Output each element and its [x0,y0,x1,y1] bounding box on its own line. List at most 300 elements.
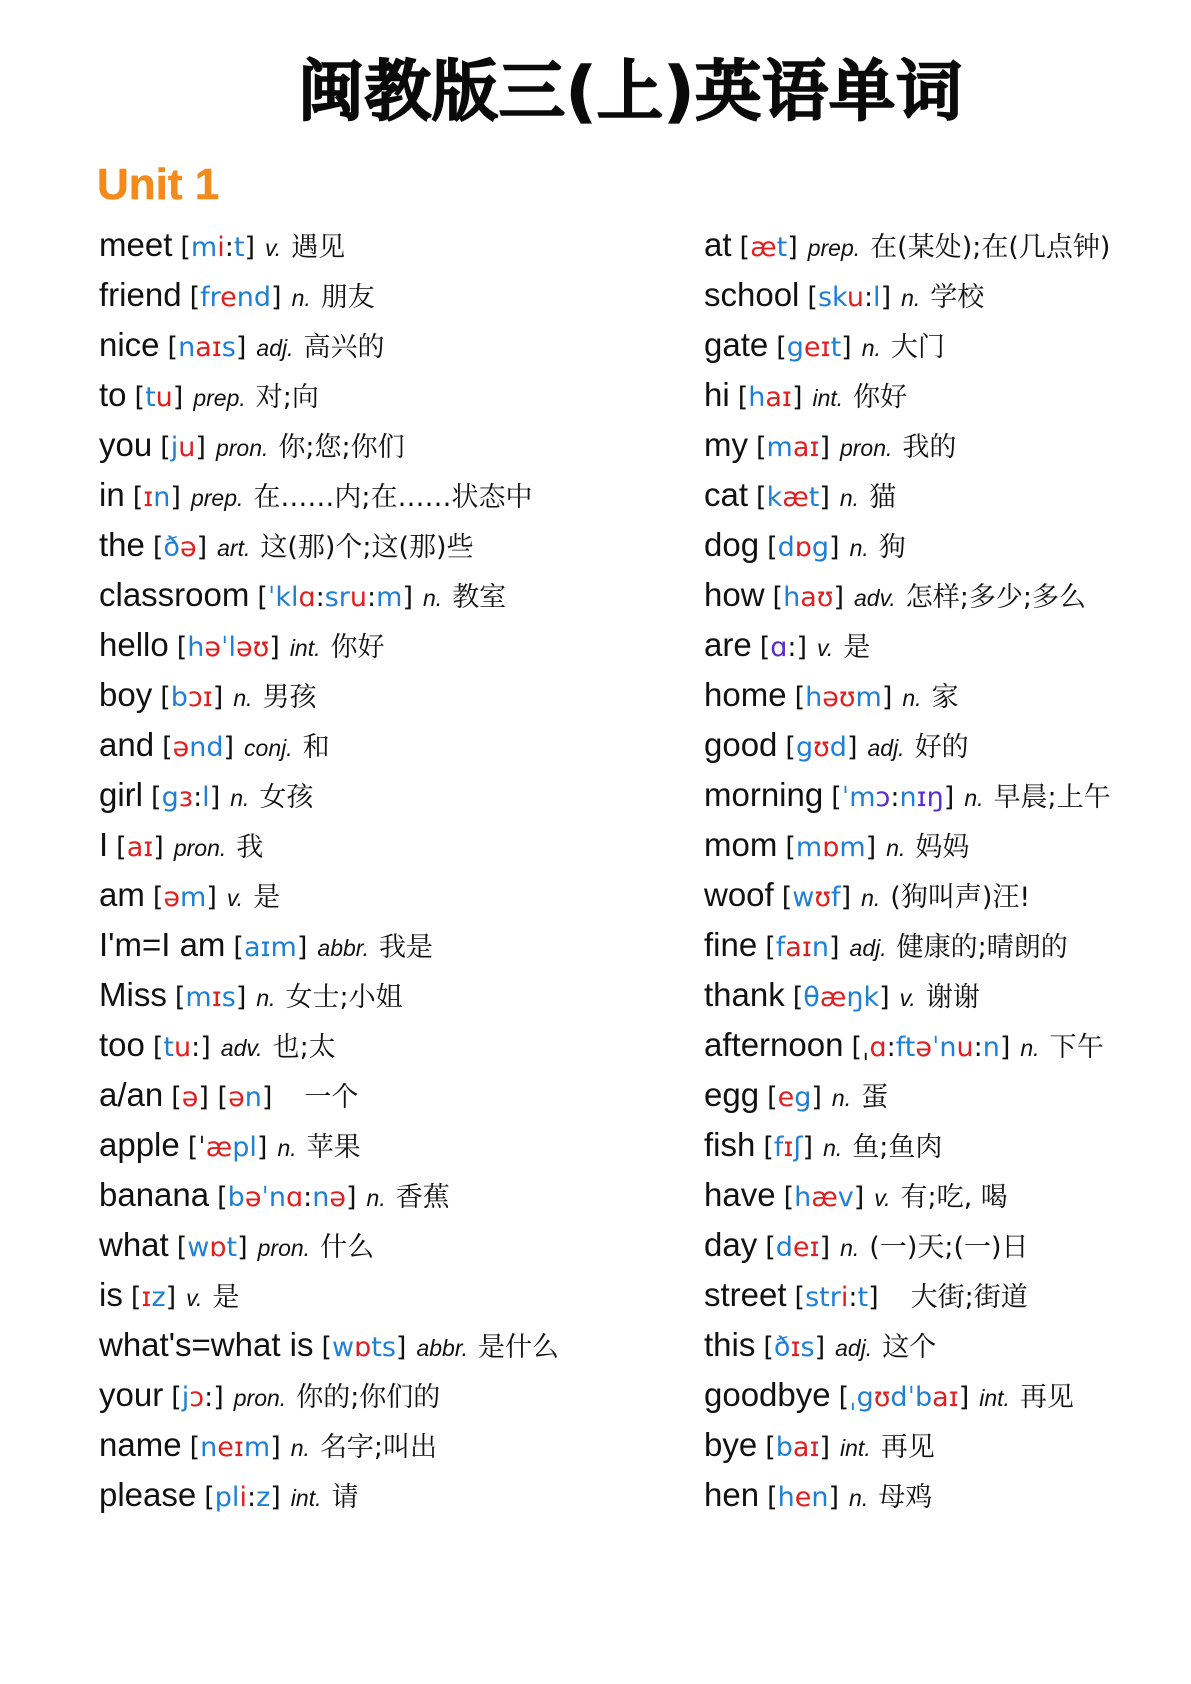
part-of-speech: n. [849,535,869,561]
english-word: meet [99,226,173,263]
part-of-speech: v. [899,985,916,1011]
phonetic-segment: : [224,232,234,263]
phonetic-segment: ɑ [770,632,788,663]
phonetic-segment: ] [853,1182,865,1213]
vocab-entry [704,1120,1111,1170]
english-word: what [99,1226,169,1263]
phonetic-segment: eɪ [803,332,831,363]
phonetic-transcription [756,473,830,523]
chinese-meaning: 什么 [320,1232,375,1263]
part-of-speech: pron. [215,435,269,461]
phonetic-segment: ʃ [793,1132,803,1163]
phonetic-segment: ɒ [209,1232,227,1263]
vocab-entry [704,320,1111,370]
phonetic-transcription [321,1323,406,1373]
phonetic-segment: z [151,1282,166,1313]
vocab-entry [704,570,1111,620]
phonetic-segment: : [303,1182,313,1213]
phonetic-segment: ɑ [285,1182,304,1213]
chinese-meaning: 早晨;上午 [993,782,1111,813]
phonetic-segment: [ [765,932,776,963]
phonetic-segment: [ [152,1032,164,1063]
phonetic-segment: ] [880,282,892,313]
english-word: dog [704,526,760,563]
phonetic-segment: [ [217,1182,228,1213]
phonetic-segment: m [190,232,218,263]
phonetic-transcription [765,1423,830,1473]
chinese-meaning: 苹果 [306,1132,361,1163]
phonetic-transcription [153,873,217,923]
phonetic-transcription [177,1223,248,1273]
english-word: I'm=I am [99,926,226,963]
phonetic-segment: [ [176,632,188,663]
part-of-speech: v. [186,1285,203,1311]
phonetic-segment: ɪ [141,1282,152,1313]
phonetic-segment: ] [787,232,798,263]
phonetic-segment: n [811,1482,829,1513]
phonetic-segment: ˈn [931,1032,957,1063]
phonetic-segment: ] [270,1482,281,1513]
chinese-meaning: 好的 [914,732,969,763]
part-of-speech: n. [849,1485,869,1511]
phonetic-segment: ð [773,1332,791,1363]
phonetic-segment: ð [163,532,180,563]
english-word: in [99,476,125,513]
phonetic-segment: ] [802,1132,814,1163]
phonetic-segment: [ [785,832,796,863]
part-of-speech: n. [277,1135,297,1161]
english-word: girl [99,776,144,813]
part-of-speech: prep. [190,485,244,511]
phonetic-segment: h [783,582,801,613]
english-word: at [704,226,732,263]
vocab-entry [704,970,1111,1020]
phonetic-segment: ɪ [211,982,222,1013]
phonetic-segment: b [170,682,188,713]
chinese-meaning: 对;向 [255,382,319,413]
phonetic-segment: ə [244,1182,262,1213]
phonetic-segment: ˌg [849,1382,874,1413]
part-of-speech: int. [979,1385,1010,1411]
english-word: home [704,676,787,713]
phonetic-segment: [ [838,1382,850,1413]
english-word: afternoon [704,1026,844,1063]
phonetic-segment: [ [765,1232,776,1263]
phonetic-segment: u [178,432,196,463]
phonetic-segment: g [786,332,804,363]
english-word: boy [99,676,153,713]
phonetic-segment: ] [999,1032,1011,1063]
phonetic-transcription [767,1473,839,1523]
part-of-speech: int. [812,385,844,411]
phonetic-segment: ɒ [354,1332,372,1363]
phonetic-segment: : [315,582,325,613]
chinese-meaning: 猫 [869,482,897,513]
chinese-meaning: 大街;街道 [910,1282,1028,1313]
english-word: woof [704,876,774,913]
chinese-meaning: 妈妈 [915,832,970,863]
phonetic-segment: [ [739,232,751,263]
phonetic-segment: ] [796,632,808,663]
phonetic-segment: aɪ [785,932,812,963]
english-word: to [99,376,127,413]
phonetic-segment: [ [171,1382,182,1413]
chinese-meaning: 在(某处);在(几点钟) [870,232,1111,263]
phonetic-segment: [ [134,382,146,413]
phonetic-transcription [153,1023,211,1073]
phonetic-segment: : [848,1282,858,1313]
phonetic-segment: [ [759,632,771,663]
phonetic-segment: w [187,1232,210,1263]
vocab-entry [99,1020,559,1070]
part-of-speech: v. [817,635,834,661]
chinese-meaning: 谢谢 [925,982,980,1013]
phonetic-segment: ] [270,1432,281,1463]
part-of-speech: int. [289,635,321,661]
phonetic-transcription [765,923,839,973]
phonetic-segment: aɪ [126,832,154,863]
chinese-meaning: 学校 [930,282,985,313]
phonetic-segment: n [982,1032,1000,1063]
english-word: the [99,526,145,563]
chinese-meaning: 我 [236,832,264,863]
vocab-entry [704,1320,1111,1370]
vocab-entry [704,1370,1111,1420]
phonetic-segment: n [200,1432,218,1463]
phonetic-segment: h [187,632,205,663]
phonetic-segment: n [811,932,829,963]
phonetic-segment: ] [170,482,181,513]
english-word: friend [99,276,182,313]
phonetic-segment: ə [181,1082,199,1113]
phonetic-segment: g [811,532,830,563]
chinese-meaning: 我的 [902,432,957,463]
phonetic-segment: ɜ [178,782,194,813]
phonetic-segment: m [185,982,212,1013]
phonetic-segment: : [890,782,900,813]
vocab-entry [99,1420,559,1470]
phonetic-segment: t [233,232,245,263]
part-of-speech: pron. [233,1385,287,1411]
phonetic-segment: u [956,1032,974,1063]
part-of-speech: conj. [244,735,293,761]
phonetic-segment: ] [828,932,840,963]
english-word: what's=what is [99,1326,314,1363]
phonetic-segment: [ [171,1082,182,1113]
part-of-speech: int. [290,1485,322,1511]
phonetic-segment: ] [881,682,893,713]
phonetic-segment: æ [782,482,809,513]
phonetic-segment: aɪ [792,432,820,463]
phonetic-segment: : [367,582,377,613]
phonetic-segment: ] [165,1282,177,1313]
chinese-meaning: 朋友 [320,282,375,313]
phonetic-transcription [767,523,840,573]
phonetic-segment: ʊ [873,1382,891,1413]
phonetic-transcription [135,373,184,423]
phonetic-segment: ] [819,482,830,513]
part-of-speech: n. [423,585,443,611]
phonetic-segment: ɒ [794,532,812,563]
phonetic-segment: u [155,382,173,413]
phonetic-segment: ʊ [814,882,832,913]
phonetic-segment: ] [ [198,1082,229,1113]
vocab-entry [99,1120,559,1170]
phonetic-segment: [ [763,1332,774,1363]
phonetic-segment: [ [174,982,186,1013]
part-of-speech: adj. [849,935,887,961]
phonetic-segment: ] [840,882,852,913]
phonetic-segment: ɒ [822,832,840,863]
english-word: fine [704,926,758,963]
chinese-meaning: 女孩 [259,782,314,813]
phonetic-segment: ˈm [841,782,876,813]
phonetic-segment: ] [269,632,280,663]
phonetic-segment: nd [189,732,224,763]
chinese-meaning: 香蕉 [395,1182,450,1213]
phonetic-transcription [217,1173,356,1223]
phonetic-transcription [153,523,207,573]
phonetic-segment: ] [828,1482,840,1513]
part-of-speech: n. [964,785,984,811]
vocab-entry [704,270,1111,320]
phonetic-segment: ] [846,732,858,763]
vocab-entry [704,770,1111,820]
phonetic-transcription [795,673,893,723]
phonetic-segment: ɪ [790,1332,801,1363]
english-word: are [704,626,752,663]
phonetic-segment: : [787,632,797,663]
phonetic-segment: d [775,1232,793,1263]
phonetic-segment: ə [228,1082,245,1113]
chinese-meaning: 教室 [452,582,507,613]
chinese-meaning: 怎样;多少;多么 [905,582,1086,613]
phonetic-segment: ] [395,1332,407,1363]
phonetic-segment: ŋ [926,782,944,813]
phonetic-segment: [ [321,1332,333,1363]
part-of-speech: n. [840,1235,860,1261]
phonetic-transcription [171,1073,272,1123]
phonetic-segment: h [748,382,766,413]
phonetic-segment: aɪ [765,382,792,413]
phonetic-segment: e [794,1482,812,1513]
phonetic-segment: ] [819,1432,831,1463]
chinese-meaning: 狗 [878,532,906,563]
vocab-entry [99,720,559,770]
english-word: and [99,726,155,763]
phonetic-segment: i [840,1282,849,1313]
phonetic-segment: b [227,1182,245,1213]
english-word: your [99,1376,164,1413]
phonetic-segment: [ [781,882,793,913]
part-of-speech: adj. [835,1335,873,1361]
phonetic-segment: m [243,1432,271,1463]
phonetic-segment: [ [132,482,144,513]
phonetic-segment: m [795,832,823,863]
vocab-entry [99,470,559,520]
phonetic-segment: [ [756,432,767,463]
phonetic-segment: ] [223,732,235,763]
phonetic-segment: ] [209,782,221,813]
phonetic-transcription [738,373,803,423]
vocab-entry [704,420,1111,470]
part-of-speech: n. [230,785,250,811]
phonetic-transcription [740,223,798,273]
phonetic-segment: eɪ [217,1432,244,1463]
phonetic-segment: t [163,1032,175,1063]
english-word: name [99,1426,182,1463]
phonetic-segment: ] [200,1032,211,1063]
phonetic-segment: h [777,1482,795,1513]
phonetic-transcription [133,473,181,523]
chinese-meaning: (一)天;(一)日 [869,1232,1029,1263]
english-word: I [99,826,109,863]
phonetic-segment: ] [271,282,282,313]
phonetic-segment: ] [958,1382,970,1413]
vocab-entry [704,1420,1111,1470]
phonetic-segment: sr [324,582,350,613]
phonetic-segment: w [332,1332,355,1363]
phonetic-segment: ] [811,1082,822,1113]
english-word: Miss [99,976,167,1013]
phonetic-transcription [171,1373,224,1423]
phonetic-segment: n [244,1082,262,1113]
phonetic-segment: s [221,332,236,363]
vocab-entry [99,370,559,420]
phonetic-segment: [ [180,232,191,263]
part-of-speech: int. [840,1435,871,1461]
chinese-meaning: 遇见 [291,232,346,263]
phonetic-segment: ɑ [298,582,316,613]
vocab-entry [99,520,559,570]
vocab-entry [704,470,1111,520]
phonetic-segment: ] [402,582,413,613]
phonetic-transcription [767,1073,822,1123]
chinese-meaning: 这(那)个;这(那)些 [260,532,474,563]
part-of-speech: n. [861,885,881,911]
phonetic-segment: ] [819,432,830,463]
phonetic-segment: ] [814,1332,826,1363]
phonetic-transcription [160,423,206,473]
phonetic-segment: [ [257,582,268,613]
phonetic-segment: s [800,1332,815,1363]
phonetic-segment: n [312,1182,330,1213]
phonetic-segment: h [794,1182,812,1213]
chinese-meaning: 鱼;鱼肉 [852,1132,943,1163]
phonetic-segment: ] [829,532,840,563]
phonetic-segment: m [180,882,207,913]
vocab-entry [704,220,1111,270]
phonetic-transcription [160,673,223,723]
phonetic-segment: [ [794,682,806,713]
part-of-speech: n. [823,1135,843,1161]
phonetic-segment: fr [200,282,221,313]
phonetic-transcription [131,1273,176,1323]
part-of-speech: v. [226,885,244,911]
phonetic-transcription [763,1123,813,1173]
phonetic-segment: [ [167,332,179,363]
english-word: thank [704,976,785,1013]
phonetic-segment: h [805,682,823,713]
phonetic-segment: ] [153,832,164,863]
chinese-meaning: 蛋 [861,1082,889,1113]
phonetic-segment: ] [865,832,877,863]
vocab-entry [99,770,559,820]
phonetic-segment: : [191,1032,201,1063]
phonetic-segment: [ [189,282,201,313]
vocab-entry [99,320,559,370]
vocab-entry [704,1170,1111,1220]
vocab-entry [99,270,559,320]
chinese-meaning: 家 [931,682,959,713]
english-word: is [99,1276,123,1313]
english-word: bye [704,1426,758,1463]
phonetic-segment: sk [817,282,847,313]
english-word: hello [99,626,169,663]
phonetic-segment: t [857,1282,869,1313]
phonetic-segment: : [246,1482,257,1513]
phonetic-segment: [ [763,1132,774,1163]
vocab-entry [99,570,559,620]
phonetic-segment: ] [235,982,247,1013]
phonetic-segment: æ [811,1182,838,1213]
vocab-entry [704,370,1111,420]
english-word: banana [99,1176,210,1213]
english-word: classroom [99,576,250,613]
phonetic-transcription [839,1373,970,1423]
phonetic-segment: ˈb [907,1382,933,1413]
chinese-meaning: 一个 [304,1082,359,1113]
phonetic-segment: ] [833,582,844,613]
phonetic-segment: ɔɪ [187,682,213,713]
chinese-meaning: 高兴的 [303,332,385,363]
part-of-speech: n. [1020,1035,1040,1061]
chinese-meaning: 请 [331,1482,359,1513]
english-word: good [704,726,778,763]
phonetic-segment: u [349,582,368,613]
chinese-meaning: 是 [253,882,281,913]
phonetic-segment: t [776,232,788,263]
phonetic-segment: [ [794,1282,806,1313]
phonetic-segment: t [226,1232,238,1263]
phonetic-segment: [ [162,732,173,763]
english-word: street [704,1276,787,1313]
english-word: day [704,1226,758,1263]
unit-heading: Unit 1 [97,160,220,209]
phonetic-transcription [177,623,280,673]
vocab-entry [704,1220,1111,1270]
phonetic-segment: [ [772,582,784,613]
phonetic-segment: ] [213,1382,224,1413]
phonetic-segment: u [174,1032,192,1063]
phonetic-transcription [851,1023,1010,1073]
phonetic-segment: u [846,282,864,313]
part-of-speech: v. [265,235,282,261]
phonetic-segment: g [795,732,814,763]
phonetic-transcription [190,273,282,323]
phonetic-segment: ts [371,1332,396,1363]
phonetic-segment: [ [767,1082,778,1113]
english-word: hi [704,376,730,413]
chinese-meaning: 再见 [880,1432,935,1463]
phonetic-segment: [ [807,282,818,313]
phonetic-segment: əʊ [822,682,856,713]
phonetic-segment: ] [943,782,955,813]
vocab-entry [704,670,1111,720]
phonetic-segment: s [221,982,236,1013]
english-word: hen [704,1476,760,1513]
part-of-speech: n. [901,285,921,311]
